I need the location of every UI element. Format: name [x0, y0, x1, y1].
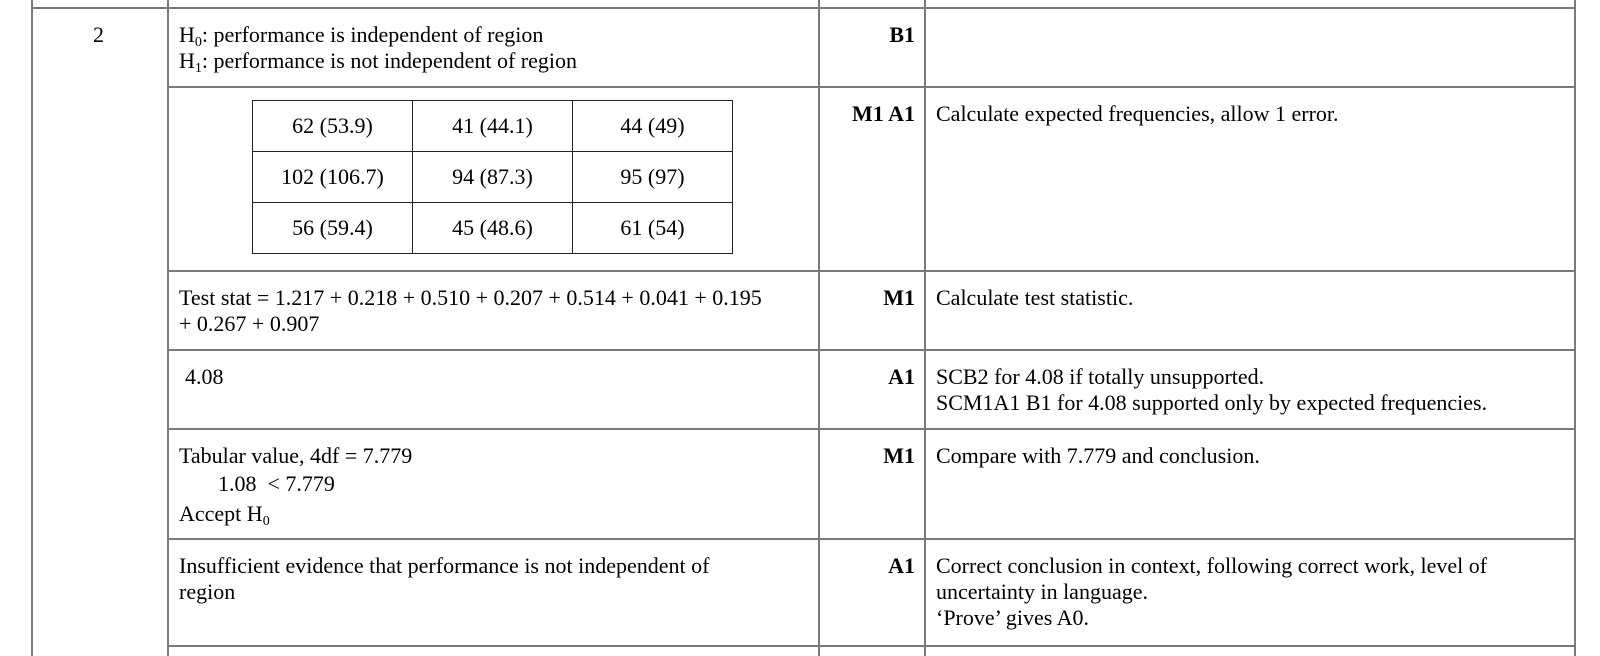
table-cell: 44 (49) [573, 101, 733, 152]
table-row [253, 203, 733, 254]
answer-text: 1.08 < 7.779 [218, 471, 335, 496]
accept-text: Accept H [179, 501, 263, 526]
hypothesis-subscript: 0 [194, 35, 202, 50]
hypothesis-text: : performance is independent of region [201, 22, 544, 47]
row-border [167, 645, 1576, 647]
marks-cell: M1 A1 [852, 101, 915, 126]
table-border-right [1574, 0, 1576, 656]
table-cell: 95 (97) [573, 152, 733, 203]
column-divider-marks [924, 0, 926, 656]
row-border [167, 349, 1576, 351]
answer-text: 4.08 [185, 364, 224, 389]
null-hypothesis [179, 22, 543, 48]
hypothesis-subscript: 0 [262, 514, 270, 529]
guidance-text: ‘Prove’ gives A0. [936, 605, 1089, 630]
table-cell: 41 (44.1) [413, 101, 573, 152]
answer-text: Test stat = 1.217 + 0.218 + 0.510 + 0.207 + 0.514 + 0.041 + 0.195 [179, 285, 762, 310]
table-cell: 94 (87.3) [413, 152, 573, 203]
row-border [167, 86, 1576, 88]
row-border-top [31, 7, 1576, 9]
table-cell: 56 (59.4) [253, 203, 413, 254]
guidance-text: Calculate expected frequencies, allow 1 error. [936, 101, 1339, 126]
answer-text: + 0.267 + 0.907 [179, 311, 320, 336]
guidance-text: SCM1A1 B1 for 4.08 supported only by expected frequencies. [936, 390, 1488, 415]
table-cell: 45 (48.6) [413, 203, 573, 254]
hypothesis-text: : performance is not independent of region [201, 48, 577, 73]
hypothesis-symbol: H [179, 22, 195, 47]
accept-statement [179, 501, 270, 527]
hypothesis-subscript: 1 [194, 61, 202, 76]
guidance-text: Calculate test statistic. [936, 285, 1134, 310]
marks-cell: A1 [888, 364, 915, 389]
marks-cell: A1 [888, 553, 915, 578]
hypothesis-symbol: H [179, 48, 195, 73]
table-cell: 102 (106.7) [253, 152, 413, 203]
table-row [253, 152, 733, 203]
column-divider-question [167, 0, 169, 656]
guidance-text: uncertainty in language. [936, 579, 1148, 604]
answer-text: Insufficient evidence that performance is not independent of [179, 553, 710, 578]
marks-cell: M1 [883, 443, 915, 468]
answer-text: region [179, 579, 236, 604]
guidance-text: Compare with 7.779 and conclusion. [936, 443, 1260, 468]
alternative-hypothesis [179, 48, 577, 74]
table-border-left [31, 0, 33, 656]
row-border [167, 270, 1576, 272]
marks-cell: B1 [889, 22, 915, 47]
guidance-text: SCB2 for 4.08 if totally unsupported. [936, 364, 1265, 389]
table-cell: 61 (54) [573, 203, 733, 254]
row-border [167, 538, 1576, 540]
table-cell: 62 (53.9) [253, 101, 413, 152]
answer-text: Tabular value, 4df = 7.779 [179, 443, 413, 468]
guidance-text: Correct conclusion in context, following correct work, level of [936, 553, 1488, 578]
marks-cell: M1 [883, 285, 915, 310]
table-row [253, 101, 733, 152]
question-number: 2 [93, 22, 104, 47]
frequency-table [252, 100, 733, 254]
row-border [167, 428, 1576, 430]
